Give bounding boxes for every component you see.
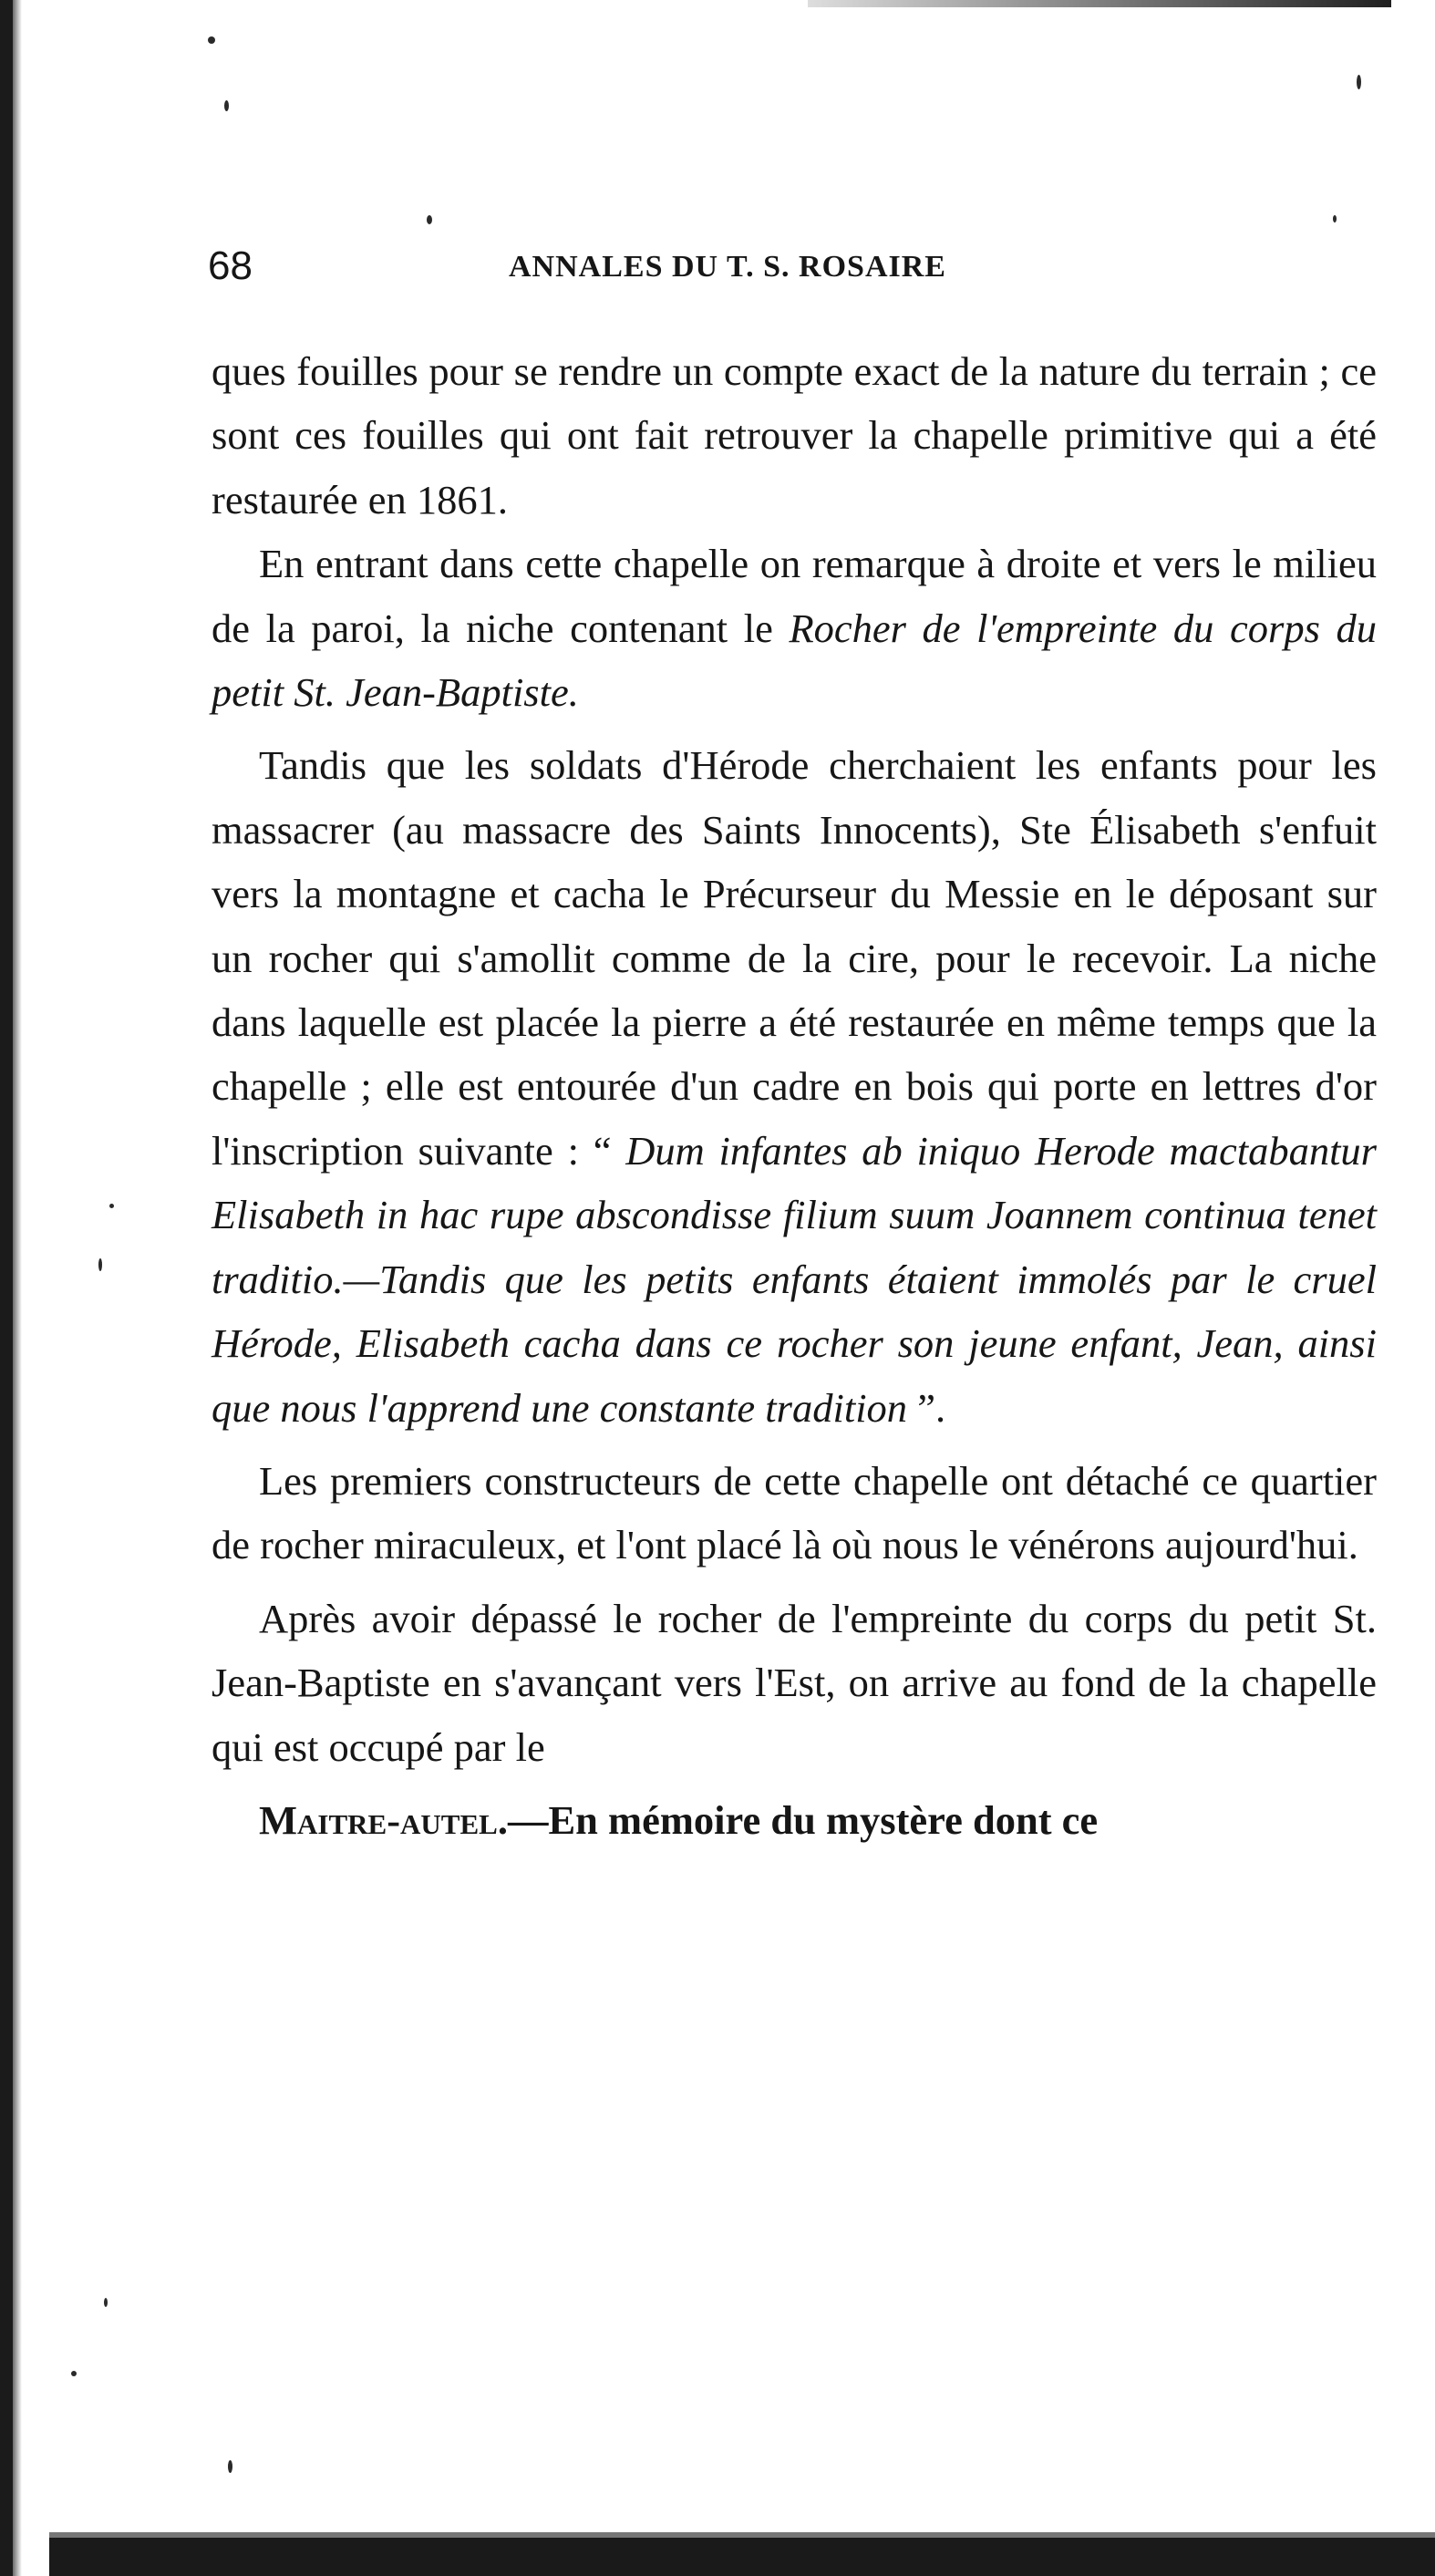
inscription-translation: —Tandis que les petits enfants étaient immolés par le cruel Hérode, Elisabeth cacha dans ce rocher son jeune enfant, Jean, ainsi que nous l'apprend une constante tradition	[212, 1256, 1377, 1431]
page-body	[212, 339, 1377, 1852]
inscription-close-quote: ”.	[907, 1384, 946, 1431]
scan-speck	[224, 100, 229, 111]
paragraph-legend	[212, 733, 1377, 1439]
rock-title-italic: Rocher de l'empreinte du corps du petit St. Jean-Baptiste.	[212, 605, 1377, 716]
scan-speck	[104, 2298, 108, 2307]
scan-left-edge	[0, 0, 13, 2576]
scan-top-mark	[808, 0, 1391, 7]
scan-speck	[427, 215, 432, 224]
scan-speck	[208, 36, 215, 44]
paragraph-east: Après avoir dépassé le rocher de l'empreinte du corps du petit St. Jean-Baptiste en s'avançant vers l'Est, on arrive au fond de la chapelle qui est occupé par le	[212, 1595, 1377, 1770]
scan-speck	[1333, 215, 1337, 222]
latin-inscription: Dum infantes ab iniquo Herode mactabantur Elisabeth in hac rupe abscondisse filium suum Joannem continua tenet traditio.	[212, 1127, 1377, 1302]
niche-intro-text: En entrant dans cette chapelle on remarque à droite et vers le milieu de la paroi, la niche contenant le	[212, 541, 1377, 651]
main-altar-text: —En mémoire du mystère dont ce	[507, 1796, 1099, 1843]
scan-speck	[98, 1258, 102, 1271]
scan-speck	[1357, 75, 1361, 89]
scan-speck	[71, 2371, 77, 2376]
scan-speck	[228, 2460, 232, 2473]
paragraph-main-altar	[212, 1788, 1377, 1852]
paragraph-continuation: ques fouilles pour se rendre un compte exact de la nature du terrain ; ce sont ces fouilles qui ont fait retrouver la chapelle primitive qui a été restaurée en 1861.	[212, 348, 1377, 522]
paragraph-builders: Les premiers constructeurs de cette chapelle ont détaché ce quartier de rocher miraculeux, et l'ont placé là où nous le vénérons aujourd'hui.	[212, 1457, 1377, 1568]
page-number: 68	[208, 243, 253, 288]
legend-text: Tandis que les soldats d'Hérode cherchaient les enfants pour les massacrer (au massacre des Saints Innocents), Ste Élisabeth s'enfuit vers la montagne et cacha le Précurseur du Messie en le déposant sur un rocher qui s'amollit comme de la cire, pour le recevoir. La niche dans laquelle est placée la pierre a été restaurée en même temps que la chapelle ; elle est entourée d'un cadre en bois qui porte en lettres d'or l'inscription suivante : “	[212, 742, 1377, 1174]
scan-speck	[109, 1204, 114, 1208]
main-altar-heading: Maitre-autel.	[259, 1796, 508, 1843]
running-header	[208, 239, 1375, 294]
running-title: ANNALES DU T. S. ROSAIRE	[509, 250, 946, 284]
scan-bottom-edge	[49, 2538, 1435, 2576]
scan-left-edge-shadow	[13, 0, 22, 2576]
paragraph-niche	[212, 532, 1377, 724]
